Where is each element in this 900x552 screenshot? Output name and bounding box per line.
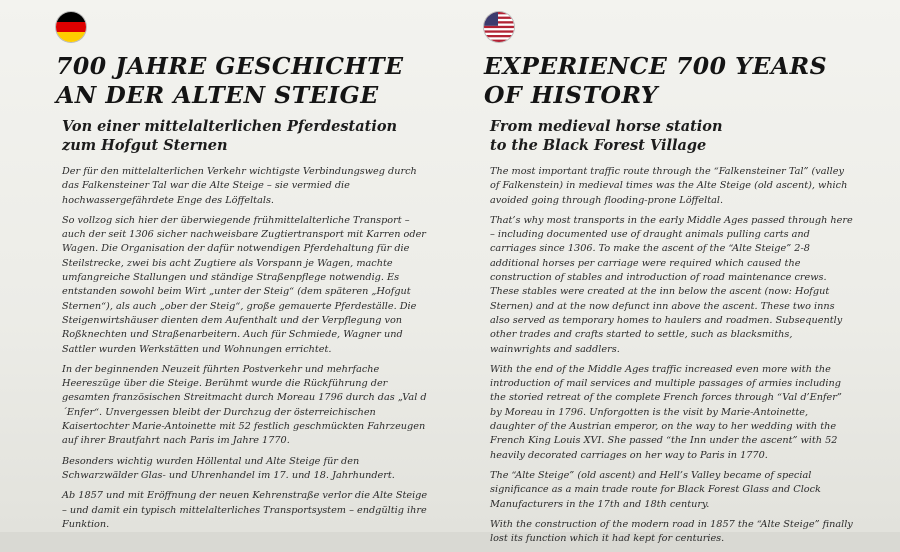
english-paragraph-1: The most important traffic route through the “Falkensteiner Tal” (valley of Falkenstein) in medieval times was the Alte Steige (old ascent), which avoided going through flooding-prone Löffeltal. bbox=[490, 166, 848, 206]
english-title-line-2: OF HISTORY bbox=[484, 81, 659, 109]
english-title bbox=[484, 52, 827, 110]
german-subtitle-line-2: zum Hofgut Sternen bbox=[62, 137, 228, 154]
german-paragraph-5: Ab 1857 und mit Eröffnung der neuen Kehrenstraße verlor die Alte Steige – und damit ein typisch mittelalterliches Transportsystem – endgültig ihre Funktion. bbox=[62, 490, 428, 530]
usa-flag-icon bbox=[484, 12, 514, 42]
english-paragraph-3: With the end of the Middle Ages traffic increased even more with the introduction of mail services and multiple passages of armies including the storied retreat of the complete French forces through “Val d’Enfer” by Moreau in 1796. Unforgotten is the visit by Marie-Antoinette, daughter of the Austrian emperor, on the way to her wedding with the French King Louis XVI. She passed “the Inn under the ascent” with 52 heavily decorated carriages on her way to Paris in 1770. bbox=[490, 363, 842, 461]
english-paragraph-5: With the construction of the modern road in 1857 the “Alte Steige” finally lost its function which it had kept for centuries. bbox=[490, 518, 853, 545]
english-subtitle-line-1: From medieval horse station bbox=[490, 118, 723, 135]
german-title-line-2: AN DER ALTEN STEIGE bbox=[56, 81, 379, 109]
english-paragraph-4: The “Alte Steige” (old ascent) and Hell’s Valley became of special significance as a main trade route for Black Forest Glass and Clock Manufacturers in the 17th and 18th century. bbox=[490, 469, 821, 510]
german-title bbox=[56, 52, 404, 110]
german-body-text bbox=[62, 165, 434, 538]
german-paragraph-2: So vollzog sich hier der überwiegende frühmittelalterliche Transport – auch der seit 1306 sicher nachweisbare Zugtiertransport mit Karren oder Wagen. Die Organisation der dafür notwendigen Pferdehaltung für die Steilstrecke, zwei bis acht Zugtiere als Vorspann je Wagen, machte umfangreiche Stallungen und ständige Straßenpflege notwendig. Es entstanden sowohl beim Wirt „unter der Steig“ (dem späteren „Hofgut Sternen“), als auch „ober der Steig“, große gemauerte Pferdeställe. Die Steigenwirtshäuser dienten dem Aufenthalt und der Verpflegung von Roßknechten und Straßenarbeitern. Auch für Schmiede, Wagner und Sattler wurden Werkstätten und Wohnungen errichtet. bbox=[62, 214, 426, 355]
english-subtitle bbox=[490, 117, 723, 155]
german-paragraph-3: In der beginnenden Neuzeit führten Postverkehr und mehrfache Heereszüge über die Steige. Berühmt wurde die Rückführung der gesamten französischen Streitmacht durch Moreau 1796 durch das „Val d´Enfer“. Unvergessen bleibt der Durchzug der österreichischen Kaisertochter Marie-Antoinette mit 52 festlich geschmückten Fahrzeugen auf ihrer Brautfahrt nach Paris im Jahre 1770. bbox=[62, 363, 427, 447]
germany-flag-icon bbox=[56, 12, 86, 42]
english-title-line-1: EXPERIENCE 700 YEARS bbox=[484, 52, 828, 80]
german-subtitle-line-1: Von einer mittelalterlichen Pferdestation bbox=[62, 118, 398, 135]
english-subtitle-line-2: to the Black Forest Village bbox=[490, 137, 707, 154]
english-body-text bbox=[490, 165, 854, 552]
english-paragraph-2: That’s why most transports in the early Middle Ages passed through here – including documented use of draught animals pulling carts and carriages since 1306. To make the ascent of the “Alte Steige” 2-8 additional horses per carriage were required which caused the construction of stables and introduction of road maintenance crews. These stables were created at the inn below the ascent (now: Hofgut Sternen) and at the now defunct inn above the ascent. These two inns also served as temporary homes to haulers and roadmen. Subsequently other trades and crafts started to settle, such as blacksmiths, wainwrights and saddlers. bbox=[490, 214, 853, 355]
german-title-line-1: 700 JAHRE GESCHICHTE bbox=[56, 52, 404, 80]
german-paragraph-1: Der für den mittelalterlichen Verkehr wichtigste Verbindungsweg durch das Falkensteiner Tal war die Alte Steige – sie vermied die hochwassergefährdete Enge des Löffeltals. bbox=[62, 166, 417, 206]
german-paragraph-4: Besonders wichtig wurden Höllental und Alte Steige für den Schwarzwälder Glas- und Uhrenhandel im 17. und 18. Jahrhundert. bbox=[62, 455, 395, 481]
german-subtitle bbox=[62, 117, 397, 155]
